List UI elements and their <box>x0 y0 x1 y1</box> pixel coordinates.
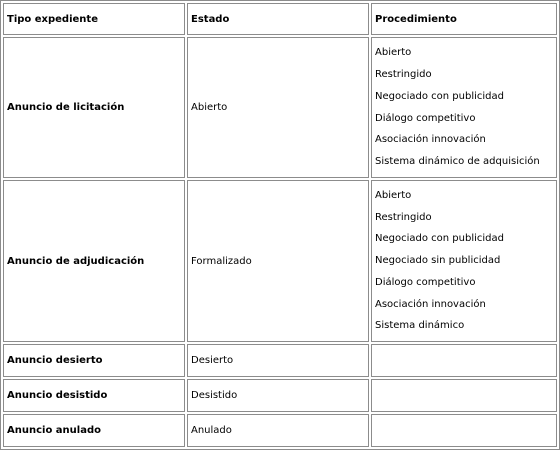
row-estado-anulado: Anulado <box>187 414 369 447</box>
row-tipo-anulado: Anuncio anulado <box>3 414 185 447</box>
header-tipo-expediente: Tipo expediente <box>3 3 185 35</box>
row-tipo-desierto: Anuncio desierto <box>3 344 185 377</box>
row-tipo-adjudicacion: Anuncio de adjudicación <box>3 180 185 342</box>
procedimiento-item: Sistema dinámico <box>375 320 465 332</box>
header-estado: Estado <box>187 3 369 35</box>
procedimiento-item: Diálogo competitivo <box>375 276 476 288</box>
header-procedimiento: Procedimiento <box>371 3 557 35</box>
table-row <box>3 180 557 342</box>
procedimiento-item: Asociación innovación <box>375 298 486 310</box>
row-procedimiento-adjudicacion <box>371 180 557 342</box>
row-estado-licitacion: Abierto <box>187 37 369 178</box>
row-estado-desistido: Desistido <box>187 379 369 412</box>
row-procedimiento-desierto <box>371 344 557 377</box>
row-procedimiento-desistido <box>371 379 557 412</box>
procedimiento-item: Sistema dinámico de adquisición <box>375 156 540 168</box>
row-estado-desierto: Desierto <box>187 344 369 377</box>
row-procedimiento-licitacion <box>371 37 557 178</box>
procedimiento-item: Diálogo competitivo <box>375 112 476 124</box>
procedimiento-item: Restringido <box>375 211 432 223</box>
procedimiento-item: Abierto <box>375 47 412 59</box>
table-row <box>3 37 557 178</box>
row-tipo-desistido: Anuncio desistido <box>3 379 185 412</box>
table-header-row <box>3 3 557 35</box>
procedimiento-item: Negociado con publicidad <box>375 90 504 102</box>
procedimiento-item: Restringido <box>375 68 432 80</box>
table-row <box>3 344 557 377</box>
row-procedimiento-anulado <box>371 414 557 447</box>
procedimiento-item: Asociación innovación <box>375 134 486 146</box>
table-row <box>3 414 557 447</box>
table-row <box>3 379 557 412</box>
procedimiento-item: Abierto <box>375 189 412 201</box>
row-tipo-licitacion: Anuncio de licitación <box>3 37 185 178</box>
procedimiento-item: Negociado sin publicidad <box>375 255 501 267</box>
row-estado-adjudicacion: Formalizado <box>187 180 369 342</box>
procedimiento-item: Negociado con publicidad <box>375 233 504 245</box>
